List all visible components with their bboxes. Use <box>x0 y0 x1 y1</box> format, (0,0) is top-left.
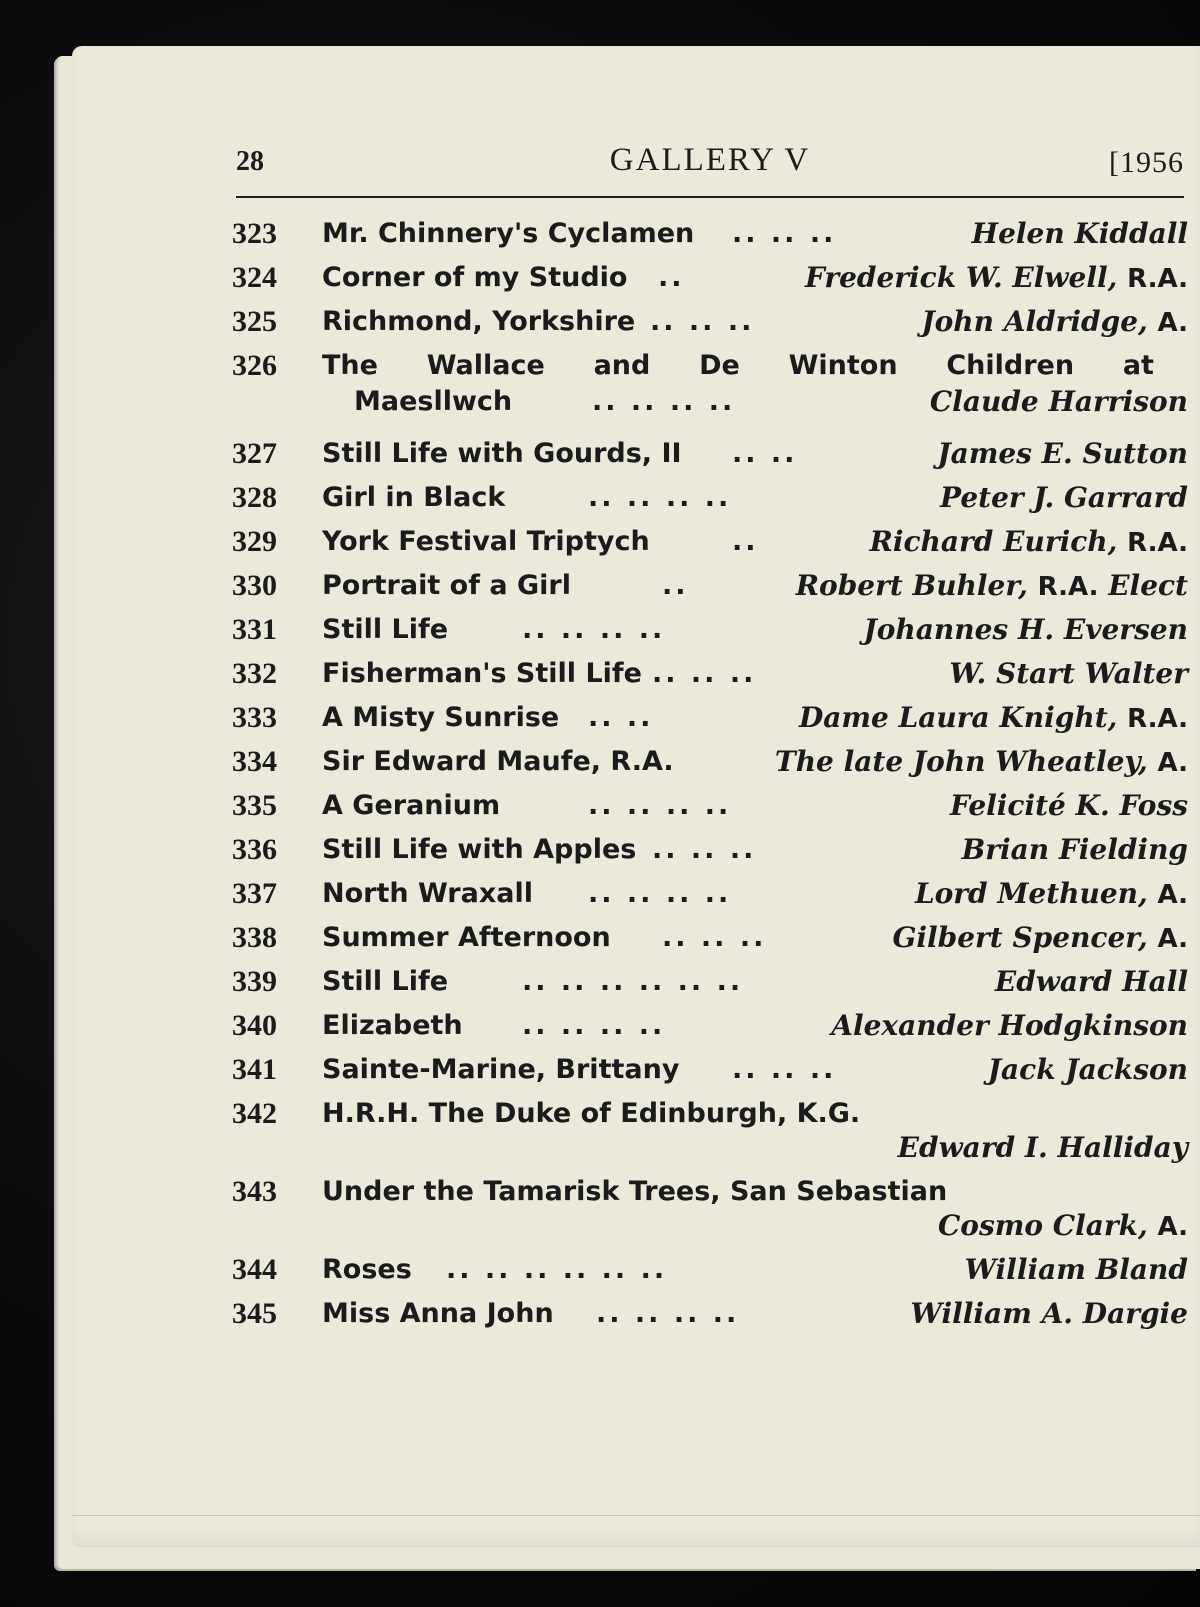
entry-number: 328 <box>232 481 277 514</box>
entry-artist <box>972 212 1188 256</box>
catalogue-entry <box>232 608 1188 652</box>
entry-title: Corner of my Studio <box>322 262 628 293</box>
artist-name: Edward Hall <box>994 965 1188 998</box>
entry-number: 329 <box>232 525 277 558</box>
entry-title: Roses <box>322 1254 412 1285</box>
entry-number: 341 <box>232 1053 277 1086</box>
entry-number: 327 <box>232 437 277 470</box>
artist-name: Cosmo Clark, <box>938 1209 1148 1242</box>
entry-artist <box>831 1004 1188 1048</box>
entry-number: 340 <box>232 1009 277 1042</box>
page-number: 28 <box>236 146 264 177</box>
entry-title: Fisherman's Still Life <box>322 658 642 689</box>
catalogue-entry <box>232 212 1188 256</box>
entry-number: 344 <box>232 1253 277 1286</box>
artist-honour: A. <box>1157 308 1188 338</box>
dot-leader: .. .. <box>588 702 654 733</box>
artist-elect: Elect <box>1108 569 1188 602</box>
artist-name: Peter J. Garrard <box>940 481 1188 514</box>
dot-leader: .. .. .. .. <box>596 1298 740 1329</box>
artist-name: Frederick W. Elwell, <box>804 261 1118 294</box>
entry-number: 334 <box>232 745 277 778</box>
entry-title: Portrait of a Girl <box>322 570 571 601</box>
dot-leader: .. .. .. <box>732 1054 837 1085</box>
catalogue-entry <box>232 652 1188 696</box>
entry-artist <box>870 520 1188 565</box>
catalogue-entry <box>232 432 1188 476</box>
entry-artist <box>965 1248 1188 1292</box>
entry-number: 323 <box>232 217 277 250</box>
dot-leader: .. .. <box>732 438 798 469</box>
entry-artist <box>799 696 1188 741</box>
catalogue-entry <box>232 696 1188 740</box>
artist-name: Lord Methuen, <box>914 877 1148 910</box>
entry-title: Still Life <box>322 966 449 997</box>
entry-artist <box>949 652 1188 696</box>
entry-title: Summer Afternoon <box>322 922 611 953</box>
running-head <box>236 142 1184 186</box>
entry-artist <box>775 740 1188 785</box>
entry-number: 336 <box>232 833 277 866</box>
artist-name: Dame Laura Knight, <box>798 701 1118 734</box>
dot-leader: .. .. .. <box>662 922 767 953</box>
entry-number: 342 <box>232 1097 277 1130</box>
dot-leader: .. .. .. .. <box>522 614 666 645</box>
gallery-title: GALLERY V <box>609 142 811 178</box>
entry-title: Sir Edward Maufe, R.A. <box>322 746 674 777</box>
catalogue-entry <box>232 916 1188 960</box>
entry-number: 332 <box>232 657 277 690</box>
entry-number: 339 <box>232 965 277 998</box>
entry-title: A Geranium <box>322 790 501 821</box>
entry-artist <box>892 916 1188 961</box>
dot-leader: .. .. .. .. <box>588 790 732 821</box>
artist-name: Claude Harrison <box>929 385 1188 418</box>
entry-number: 338 <box>232 921 277 954</box>
artist-name: Jack Jackson <box>987 1053 1188 1086</box>
entry-number: 330 <box>232 569 277 602</box>
entry-artist <box>915 872 1188 917</box>
entry-title: Mr. Chinnery's Cyclamen <box>322 218 695 249</box>
artist-honour: A. <box>1157 880 1188 910</box>
dot-leader: .. .. .. .. <box>522 1010 666 1041</box>
entry-artist <box>930 380 1188 424</box>
entry-artist <box>796 564 1188 609</box>
entry-title-continued: Maesllwch <box>354 386 513 417</box>
artist-honour: A. <box>1157 748 1188 778</box>
artist-name: Edward I. Halliday <box>897 1131 1188 1164</box>
entry-title: Still Life with Gourds, II <box>322 438 682 469</box>
dot-leader: .. .. .. .. <box>588 482 732 513</box>
dot-leader: .. .. .. <box>652 658 757 689</box>
dot-leader: .. .. .. .. .. .. <box>522 966 744 997</box>
artist-honour: R.A. <box>1127 264 1188 294</box>
artist-honour: A. <box>1157 924 1188 954</box>
catalogue-entry <box>232 256 1188 300</box>
artist-name: W. Start Walter <box>949 657 1188 690</box>
catalogue-entry <box>232 520 1188 564</box>
catalogue-list <box>232 212 1188 1336</box>
dot-leader: .. <box>732 526 759 557</box>
artist-name: James E. Sutton <box>937 437 1188 470</box>
entry-title: Elizabeth <box>322 1010 463 1041</box>
title-word: The <box>322 350 378 381</box>
entry-number: 333 <box>232 701 277 734</box>
entry-number: 331 <box>232 613 277 646</box>
entry-title: Sainte-Marine, Brittany <box>322 1054 680 1085</box>
catalogue-entry <box>232 1048 1188 1092</box>
title-word: Children <box>946 350 1075 381</box>
entry-title: North Wraxall <box>322 878 533 909</box>
artist-name: Felicité K. Foss <box>950 789 1188 822</box>
title-word: Winton <box>788 350 898 381</box>
entry-title: York Festival Triptych <box>322 526 650 557</box>
header-rule <box>236 196 1184 198</box>
title-word: and <box>593 350 651 381</box>
entry-number: 326 <box>232 349 277 382</box>
entry-title: Girl in Black <box>322 482 506 513</box>
entry-title: Still Life <box>322 614 449 645</box>
entry-number: 325 <box>232 305 277 338</box>
dot-leader: .. .. .. .. .. .. <box>446 1254 668 1285</box>
dot-leader: .. .. .. <box>652 834 757 865</box>
catalogue-entry <box>232 872 1188 916</box>
artist-honour: R.A. <box>1127 704 1188 734</box>
catalogue-entry <box>232 476 1188 520</box>
dot-leader: .. .. .. <box>732 218 837 249</box>
catalogue-entry <box>232 564 1188 608</box>
catalogue-entry <box>232 828 1188 872</box>
catalogue-entry <box>232 960 1188 1004</box>
entry-title: Under the Tamarisk Trees, San Sebastian <box>322 1176 948 1207</box>
entry-title: A Misty Sunrise <box>322 702 560 733</box>
artist-name: Alexander Hodgkinson <box>831 1009 1188 1042</box>
dot-leader: .. .. .. .. <box>588 878 732 909</box>
artist-name: John Aldridge, <box>921 305 1148 338</box>
artist-name: Johannes H. Eversen <box>863 613 1188 646</box>
dot-leader: .. .. .. <box>650 306 755 337</box>
artist-honour: R.A. <box>1037 572 1099 602</box>
entry-artist <box>921 300 1188 345</box>
catalogue-entry <box>232 1170 1188 1248</box>
artist-honour: A. <box>1157 1212 1188 1242</box>
artist-name: Helen Kiddall <box>971 217 1188 250</box>
catalogue-entry <box>232 784 1188 828</box>
catalogue-entry <box>232 1248 1188 1292</box>
entry-artist <box>863 608 1188 652</box>
artist-name: William A. Dargie <box>910 1297 1188 1330</box>
entry-title: Still Life with Apples <box>322 834 637 865</box>
entry-artist <box>995 960 1188 1004</box>
catalogue-entry <box>232 1004 1188 1048</box>
entry-artist <box>911 1292 1188 1336</box>
entry-artist <box>805 256 1188 301</box>
entry-number: 343 <box>232 1175 277 1208</box>
artist-name: Robert Buhler, <box>795 569 1028 602</box>
entry-title: Richmond, Yorkshire <box>322 306 636 337</box>
catalogue-entry <box>232 344 1188 432</box>
catalogue-year: [1956 <box>1109 146 1184 179</box>
entry-artist <box>937 432 1188 476</box>
artist-name: Brian Fielding <box>961 833 1188 866</box>
catalogue-entry <box>232 1292 1188 1336</box>
dot-leader: .. <box>662 570 689 601</box>
catalogue-entry <box>232 1092 1188 1170</box>
artist-name: Gilbert Spencer, <box>892 921 1148 954</box>
entry-artist <box>940 476 1188 520</box>
entry-title: H.R.H. The Duke of Edinburgh, K.G. <box>322 1098 861 1129</box>
dot-leader: .. <box>658 262 685 293</box>
catalogue-entry <box>232 300 1188 344</box>
artist-honour: R.A. <box>1127 528 1188 558</box>
artist-name: William Bland <box>964 1253 1188 1286</box>
entry-artist <box>988 1048 1188 1092</box>
entry-artist <box>938 1204 1188 1249</box>
entry-number: 335 <box>232 789 277 822</box>
entry-number: 324 <box>232 261 277 294</box>
entry-title: Miss Anna John <box>322 1298 554 1329</box>
artist-name: Richard Eurich, <box>869 525 1118 558</box>
entry-artist <box>898 1126 1188 1170</box>
entry-artist <box>962 828 1188 872</box>
title-word: Wallace <box>426 350 545 381</box>
entry-number: 345 <box>232 1297 277 1330</box>
dot-leader: .. .. .. .. <box>592 386 736 417</box>
title-word: De <box>699 350 740 381</box>
entry-artist <box>950 784 1188 828</box>
entry-number: 337 <box>232 877 277 910</box>
catalogue-entry <box>232 740 1188 784</box>
title-word: at <box>1122 350 1154 381</box>
artist-name: The late John Wheatley, <box>774 745 1148 778</box>
